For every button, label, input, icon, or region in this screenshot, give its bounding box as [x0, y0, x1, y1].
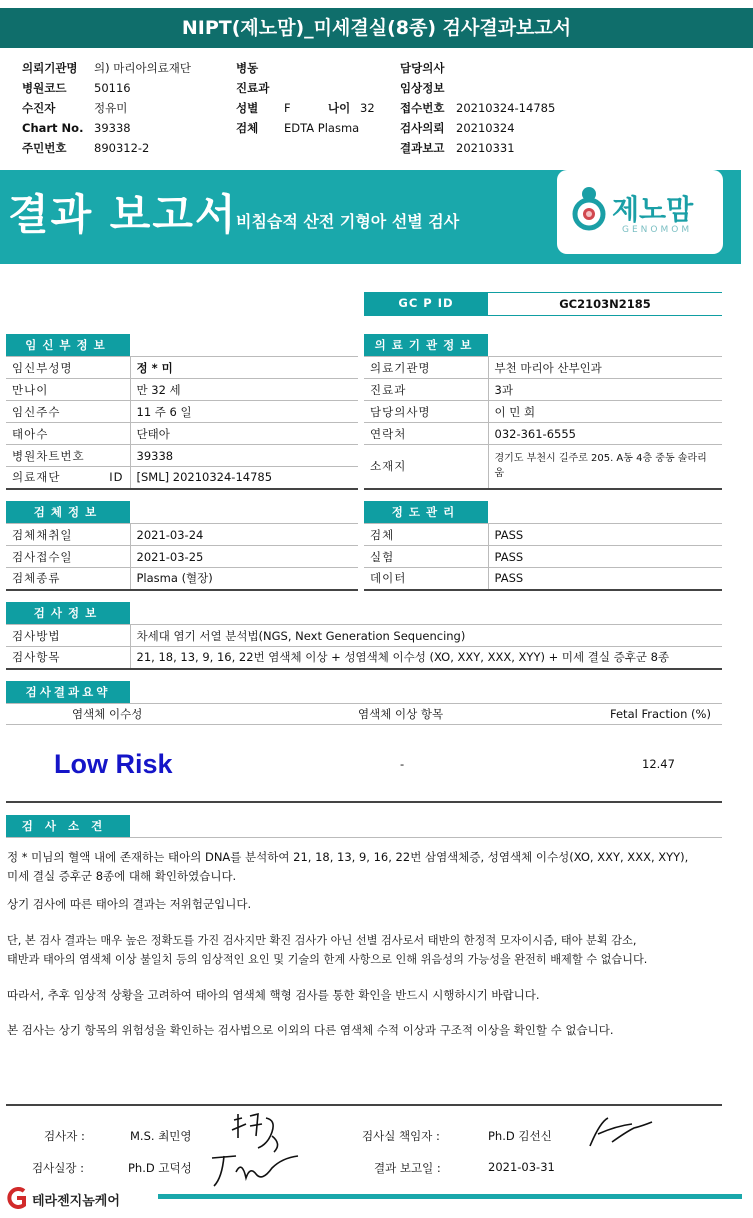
- cell-value: [SML] 20210324-14785: [130, 467, 358, 489]
- cell-value: 11 주 6 일: [130, 401, 358, 423]
- cell-label: 검사항목: [6, 647, 130, 669]
- summary-col-aneuploidy: 염색체 이수성: [72, 707, 143, 721]
- value: 20210331: [456, 141, 515, 155]
- table-row: [6, 379, 358, 401]
- cell-label: 임신부성명: [6, 357, 130, 379]
- value: 39338: [94, 121, 131, 135]
- table-row: [6, 357, 358, 379]
- cell-label: 검사접수일: [6, 546, 130, 568]
- value: 50116: [94, 81, 131, 95]
- cell-value: 032-361-6555: [488, 423, 722, 445]
- table-row: [364, 379, 722, 401]
- chief-name: Ph.D 고덕성: [128, 1161, 192, 1175]
- value: 20210324: [456, 121, 515, 135]
- cell-value: 만 32 세: [130, 379, 358, 401]
- cell-label: 데이터: [364, 568, 488, 590]
- divider: [6, 801, 722, 803]
- chief-label: 검사실장 :: [32, 1161, 84, 1175]
- cell-value: PASS: [488, 568, 722, 590]
- cell-label: 검체채취일: [6, 524, 130, 546]
- cell-value: 21, 18, 13, 9, 16, 22번 염색체 이상 + 성염색체 이수성 (XO, XXY, XXX, XYY) + 미세 결실 증후군 8종: [130, 647, 722, 669]
- cell-label: 태아수: [6, 423, 130, 445]
- section-institution: 의료기관정보: [364, 334, 488, 356]
- table-row: [6, 524, 358, 546]
- chief-signature-icon: [206, 1148, 306, 1192]
- cell-label: 검체: [364, 524, 488, 546]
- header-left: [22, 58, 191, 158]
- findings-line: 미세 결실 증후군 8종에 대해 확인하였습니다.: [7, 869, 237, 883]
- banner-title: 결과 보고서: [8, 190, 238, 239]
- genomom-logo-icon: [569, 184, 609, 232]
- summary-header: [6, 703, 722, 725]
- summary-col-ff: Fetal Fraction (%): [610, 707, 711, 721]
- label: 검체: [236, 121, 259, 135]
- cell-label: 임신주수: [6, 401, 130, 423]
- gcpid-value: GC2103N2185: [488, 292, 722, 315]
- value: 20210324-14785: [456, 101, 556, 115]
- table-row: [364, 423, 722, 445]
- label: Chart No.: [22, 121, 84, 135]
- company-name: 테라젠지놈케어: [32, 1194, 120, 1209]
- logo-text: 제노맘: [612, 193, 694, 226]
- section-test: 검사정보: [6, 602, 130, 624]
- cell-value: 3과: [488, 379, 722, 401]
- table-row: [6, 546, 358, 568]
- cell-value: Plasma (혈장): [130, 568, 358, 590]
- table-row: [6, 445, 358, 467]
- age-label: 나이: [328, 101, 351, 115]
- label: 임상정보: [400, 81, 445, 95]
- tester-name: M.S. 최민영: [130, 1129, 192, 1143]
- value: 의) 마리아의료재단: [94, 61, 192, 75]
- table-row: [364, 357, 722, 379]
- cell-value: 정 * 미: [130, 357, 358, 379]
- findings-line: 태반과 태아의 염색체 이상 불일치 등의 임상적인 요인 및 기술의 한계 사항으로 인해 위음성의 가능성을 완전히 배제할 수 없습니다.: [7, 953, 648, 966]
- table-row: [6, 401, 358, 423]
- test-table: [6, 624, 722, 670]
- cell-value: 2021-03-25: [130, 546, 358, 568]
- table-row: [6, 467, 358, 489]
- header-right: [400, 58, 555, 158]
- cell-label: 의료재단 ID: [6, 467, 130, 489]
- value: 890312-2: [94, 141, 150, 155]
- table-row: [364, 401, 722, 423]
- findings-p1: [7, 848, 688, 886]
- table-row: [6, 647, 722, 669]
- label: 진료과: [236, 81, 270, 95]
- findings-p5: 본 검사는 상기 항목의 위험성을 확인하는 검사법으로 이외의 다른 염색체 수적 이상과 구조적 이상을 확인할 수 없습니다.: [7, 1023, 614, 1037]
- specimen-table: [6, 523, 358, 591]
- findings-p2: 상기 검사에 따른 태아의 결과는 저위험군입니다.: [7, 897, 252, 911]
- cell-value: 39338: [130, 445, 358, 467]
- qc-table: [364, 523, 722, 591]
- cell-value: 부천 마리아 산부인과: [488, 357, 722, 379]
- cell-value: 단태아: [130, 423, 358, 445]
- cell-label: 소재지: [364, 445, 488, 489]
- logo-subtext: GENOMOM: [622, 225, 693, 235]
- label: 결과보고: [400, 141, 445, 155]
- section-qc: 정도관리: [364, 501, 488, 523]
- cell-value: PASS: [488, 546, 722, 568]
- label: 검사의뢰: [400, 121, 445, 135]
- cell-label: 연락처: [364, 423, 488, 445]
- report-title: NIPT(제노맘)_미세결실(8종) 검사결과보고서: [0, 8, 753, 48]
- cell-label: 실험: [364, 546, 488, 568]
- divider: [6, 837, 722, 838]
- cell-label: 검사방법: [6, 625, 130, 647]
- cell-value: 경기도 부천시 길주로 205. A동 4층 중동 솔라리움: [488, 445, 722, 489]
- value: F: [284, 101, 291, 115]
- label: 병원코드: [22, 81, 67, 95]
- table-row: [364, 445, 722, 489]
- lead-label: 검사실 책임자 :: [362, 1129, 440, 1143]
- label: 의뢰기관명: [22, 61, 78, 75]
- result-ff: 12.47: [642, 757, 675, 771]
- cell-label: 진료과: [364, 379, 488, 401]
- report-date: 2021-03-31: [488, 1160, 555, 1174]
- tester-label: 검사자 :: [44, 1129, 85, 1143]
- table-row: [364, 568, 722, 590]
- value: 정유미: [94, 101, 128, 115]
- label: 담당의사: [400, 61, 445, 75]
- findings-line: 정 * 미님의 혈액 내에 존재하는 태아의 DNA를 분석하여 21, 18, 13, 9, 16, 22번 삼염색체증, 성염색체 이수성(XO, XXY, XXX, XYY),: [7, 850, 689, 864]
- date-label: 결과 보고일 :: [374, 1161, 441, 1175]
- findings-p3: [7, 931, 647, 969]
- label: 주민번호: [22, 141, 67, 155]
- banner-subtitle: 비침습적 산전 기형아 선별 검사: [236, 212, 460, 231]
- table-row: [6, 423, 358, 445]
- section-summary: 검사결과요약: [6, 681, 130, 703]
- footer-bar: [158, 1194, 742, 1199]
- section-pregnant: 임신부정보: [6, 334, 130, 356]
- section-findings: 검사소견: [6, 815, 130, 837]
- value: EDTA Plasma: [284, 121, 360, 135]
- cell-value: PASS: [488, 524, 722, 546]
- label: 병동: [236, 61, 259, 75]
- result-low-risk: Low Risk: [54, 749, 173, 779]
- cell-value: 이 민 희: [488, 401, 722, 423]
- label: 수진자: [22, 101, 56, 115]
- cell-label: 병원차트번호: [6, 445, 130, 467]
- cell-label: 담당의사명: [364, 401, 488, 423]
- gcpid-row: [364, 292, 722, 316]
- summary-col-abnormal: 염색체 이상 항목: [358, 707, 444, 721]
- cell-value: 2021-03-24: [130, 524, 358, 546]
- section-specimen: 검체정보: [6, 501, 130, 523]
- cell-label: 의료기관명: [364, 357, 488, 379]
- company-logo-icon: [4, 1187, 32, 1209]
- pregnant-table: [6, 356, 358, 490]
- age-value: 32: [360, 101, 375, 115]
- label: 성별: [236, 101, 259, 115]
- header-mid: [236, 58, 375, 138]
- lead-signature-icon: [586, 1112, 656, 1154]
- cell-label: 만나이: [6, 379, 130, 401]
- label: 접수번호: [400, 101, 445, 115]
- table-row: [6, 568, 358, 590]
- cell-label: 검체종류: [6, 568, 130, 590]
- result-abnormal: -: [400, 757, 405, 771]
- divider: [6, 1104, 722, 1106]
- findings-p4: 따라서, 추후 임상적 상황을 고려하여 태아의 염색체 핵형 검사를 통한 확인을 반드시 시행하시기 바랍니다.: [7, 988, 540, 1002]
- gcpid-label: GC P ID: [364, 292, 488, 315]
- cell-value: 차세대 염기 서열 분석법(NGS, Next Generation Sequencing): [130, 625, 722, 647]
- institution-table: [364, 356, 722, 490]
- lead-name: Ph.D 김선신: [488, 1129, 552, 1143]
- findings-line: 단, 본 검사 결과는 매우 높은 정확도를 가진 검사지만 확진 검사가 아닌 선별 검사로서 태반의 한정적 모자이시즘, 태아 분획 감소,: [7, 934, 637, 947]
- table-row: [364, 524, 722, 546]
- table-row: [364, 546, 722, 568]
- table-row: [6, 625, 722, 647]
